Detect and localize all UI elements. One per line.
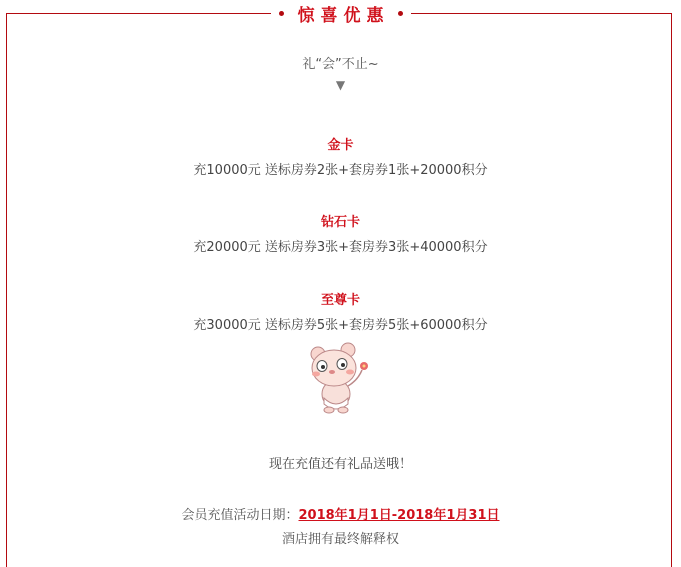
card-name-supreme: 至尊卡 [320,293,360,308]
card-desc-gold: 充10000元 送标房券2张+套房券1张+20000积分 [193,163,488,178]
activity-date-label: 会员充值活动日期： [181,508,299,523]
card-desc-diamond: 充20000元 送标房券3张+套房券3张+40000积分 [193,240,488,255]
bear-mascot-icon [302,340,378,416]
card-desc-supreme: 充30000元 送标房券5张+套房券5张+60000积分 [193,318,488,333]
down-arrow-icon: ▼ [335,78,346,92]
right-dot-icon [398,11,403,16]
activity-date-line [0,504,681,523]
title-bar [0,0,681,26]
left-dot-icon [279,11,284,16]
tagline: 礼“会”不止~ [302,57,379,72]
card-name-gold: 金卡 [327,138,354,153]
title-box [271,0,411,26]
activity-date-range-link[interactable]: 2018年1月1日-2018年1月31日 [298,508,500,523]
page-title: 惊喜优惠 [297,5,390,26]
rights-note: 酒店拥有最终解释权 [281,532,399,547]
card-name-diamond: 钻石卡 [320,215,360,230]
gift-note: 现在充值还有礼品送哦！ [268,457,412,472]
